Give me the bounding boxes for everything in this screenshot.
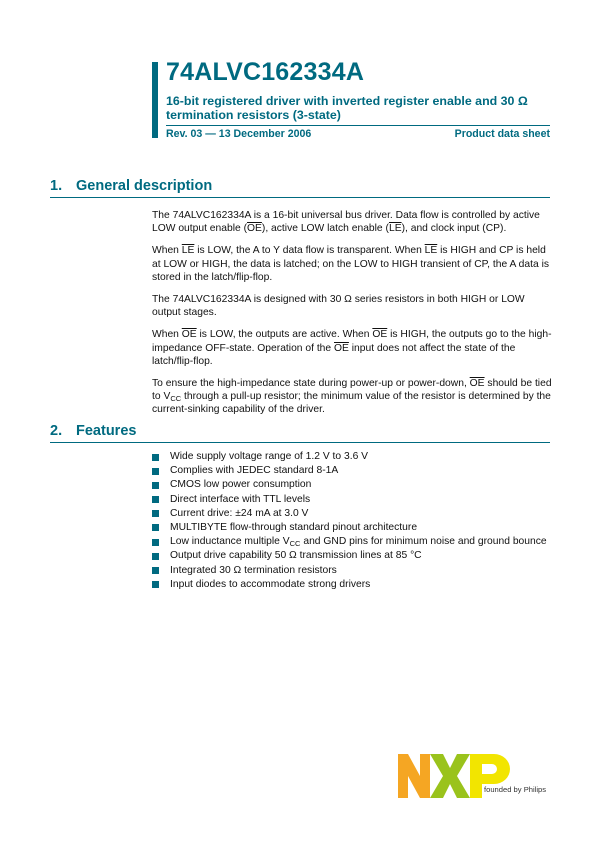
square-bullet-icon <box>152 539 159 546</box>
header-rule <box>166 125 550 126</box>
square-bullet-icon <box>152 468 159 475</box>
section-number: 1. <box>50 178 63 194</box>
list-item: Low inductance multiple $V_{CC}$ and GND pins for minimum noise and ground bounce <box>152 535 552 549</box>
square-bullet-icon <box>152 482 159 489</box>
document-subtitle: 16-bit registered driver with inverted register enable and 30 Ω termination resistors (3-state) <box>166 94 528 122</box>
logo-tagline: founded by Philips <box>484 785 547 794</box>
nxp-logo-x <box>430 754 470 798</box>
list-item: CMOS low power consumption <box>152 478 552 492</box>
oe-signal: $\overline{OE}$ <box>181 329 197 341</box>
header-accent-bar <box>152 62 158 138</box>
document-title: 74ALVC162334A <box>166 58 365 86</box>
list-item: Output drive capability 50 Ω transmission lines at 85 °C <box>152 549 552 563</box>
le-signal: $\overline{LE}$ <box>181 245 195 257</box>
square-bullet-icon <box>152 567 159 574</box>
oe-signal: $\overline{OE}$ <box>372 329 388 341</box>
section-number: 2. <box>50 423 63 439</box>
square-bullet-icon <box>152 510 159 517</box>
list-item: Current drive: ±24 mA at 3.0 V <box>152 507 552 521</box>
list-item: Integrated 30 Ω termination resistors <box>152 564 552 578</box>
paragraph-2: When $\overline{LE}$ is LOW, the A to Y data flow is transparent. When $\overline{LE}$ is HIGH and CP is held at LOW or HIGH, the data is latched; on the LOW to HIGH transient of CP, the A data is stored in the latch/flip-flop. <box>152 245 550 283</box>
section-heading <box>50 178 550 197</box>
square-bullet-icon <box>152 581 159 588</box>
list-item: MULTIBYTE flow-through standard pinout architecture <box>152 521 552 535</box>
list-item: Complies with JEDEC standard 8-1A <box>152 464 552 478</box>
le-signal: $\overline{LE}$ <box>388 223 402 235</box>
general-description-body <box>152 209 552 426</box>
section-rule <box>50 442 550 443</box>
revision-info: Rev. 03 — 13 December 2006 <box>166 128 312 140</box>
features-list <box>152 450 552 592</box>
section-general-description <box>50 178 550 198</box>
section-heading <box>50 423 550 442</box>
list-item: Wide supply voltage range of 1.2 V to 3.6 V <box>152 450 552 464</box>
oe-signal: $\overline{OE}$ <box>334 342 349 354</box>
paragraph-3: The 74ALVC162334A is designed with 30 Ω series resistors in both HIGH or LOW output stages. <box>152 294 525 319</box>
paragraph-4: When $\overline{OE}$ is LOW, the outputs are active. When $\overline{OE}$ is HIGH, the outputs go to the high-impedance OFF-state. Operation of the $\overline{OE}$ input does not affect the state of the latch/flip-flop. <box>152 329 552 367</box>
document-type: Product data sheet <box>454 128 550 140</box>
section-rule <box>50 197 550 198</box>
oe-signal: $\overline{OE}$ <box>247 223 262 235</box>
section-title: General description <box>76 178 213 194</box>
paragraph-5: To ensure the high-impedance state during power-up or power-down, $\overline{OE}$ should be tied to $V_{CC}$ through a pull-up resistor; the minimum value of the resistor is determined by the current-sinking capability of the driver. <box>152 378 552 416</box>
square-bullet-icon <box>152 524 159 531</box>
square-bullet-icon <box>152 496 159 503</box>
le-signal: $\overline{LE}$ <box>424 245 438 257</box>
nxp-logo-n <box>398 754 430 798</box>
paragraph-1: The 74ALVC162334A is a 16-bit universal bus driver. Data flow is controlled by active LOW output enable $(\overline{OE})$, active LOW latch enable $(\overline{LE})$, and clock input (CP). <box>152 210 540 235</box>
list-item: Input diodes to accommodate strong drivers <box>152 578 552 592</box>
section-features <box>50 423 550 443</box>
list-item: Direct interface with TTL levels <box>152 493 552 507</box>
oe-signal: $\overline{OE}$ <box>469 378 485 390</box>
square-bullet-icon <box>152 454 159 461</box>
section-title: Features <box>76 423 137 439</box>
square-bullet-icon <box>152 553 159 560</box>
